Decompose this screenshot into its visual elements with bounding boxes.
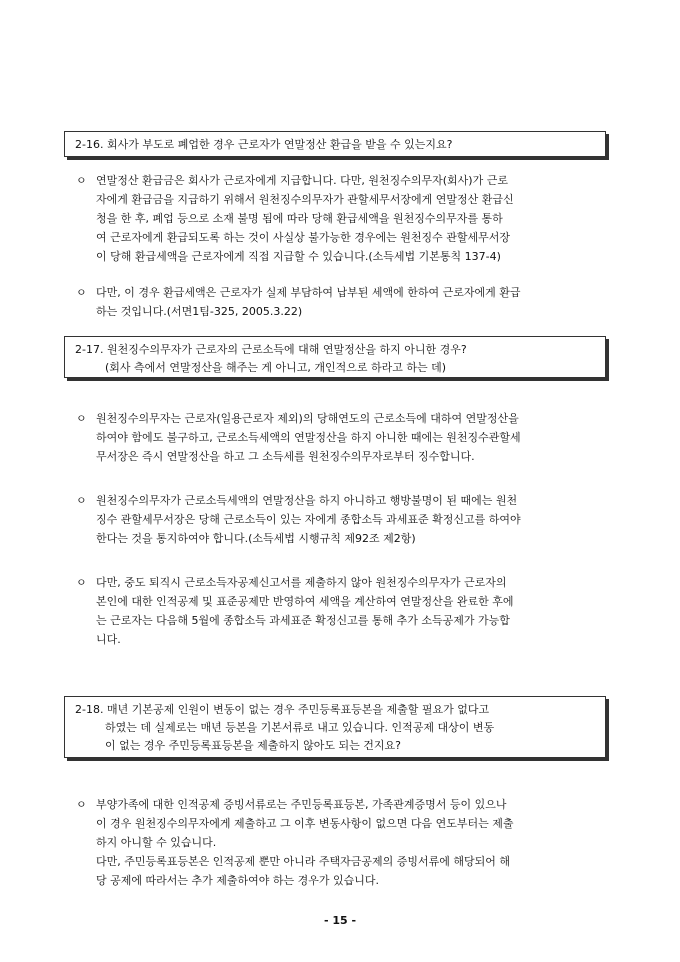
answer-line: 하여야 함에도 불구하고, 근로소득세액의 연말정산을 하지 아니한 때에는 원천징수관할세 (96, 431, 521, 444)
answer-line: 원천징수의무자는 근로자(일용근로자 제외)의 당해연도의 근로소득에 대하여 연말정산을 (96, 412, 519, 425)
question-text: 2-16. 회사가 부도로 폐업한 경우 근로자가 연말정산 환급을 받을 수 있는지요? (75, 138, 453, 151)
answer-line: 다만, 중도 퇴직시 근로소득자공제신고서를 제출하지 않아 원천징수의무자가 근로자의 (96, 576, 507, 589)
bullet-circle-icon: ㅇ (76, 798, 87, 811)
answer-line: 하지 아니할 수 있습니다. (96, 836, 217, 849)
question-box-2-16 (64, 131, 606, 157)
answer-line: 이 당해 환급세액을 근로자에게 직접 지급할 수 있습니다.(소득세법 기본통칙 137-4) (96, 250, 501, 263)
bullet-circle-icon: ㅇ (76, 576, 87, 589)
answer-line: 다만, 이 경우 환급세액은 근로자가 실제 부담하여 납부된 세액에 한하여 근로자에게 환급 (96, 286, 521, 299)
answer-line: 연말정산 환급금은 회사가 근로자에게 지급합니다. 다만, 원천징수의무자(회사)가 근로 (96, 174, 508, 187)
answer-paragraph (76, 409, 616, 466)
answer-line: 원천징수의무자가 근로소득세액의 연말정산을 하지 아니하고 행방불명이 된 때에는 원천 (96, 494, 518, 507)
answer-line: 부양가족에 대한 인적공제 증빙서류로는 주민등록표등본, 가족관계증명서 등이 있으나 (96, 798, 507, 811)
question-text: (회사 측에서 연말정산을 해주는 게 아니고, 개인적으로 하라고 하는 데) (105, 361, 447, 374)
answer-paragraph (76, 171, 616, 266)
answer-line: 한다는 것을 통지하여야 합니다.(소득세법 시행규칙 제92조 제2항) (96, 532, 416, 545)
answer-line: 이 경우 원천징수의무자에게 제출하고 그 이후 변동사항이 없으면 다음 연도부터는 제출 (96, 817, 514, 830)
question-text: 2-18. 매년 기본공제 인원이 변동이 없는 경우 주민등록표등본을 제출할 필요가 없다고 (75, 703, 490, 716)
answer-line: 징수 관할세무서장은 당해 근로소득이 있는 자에게 종합소득 과세표준 확정신고를 하여야 (96, 513, 521, 526)
answer-line: 무서장은 즉시 연말정산을 하고 그 소득세를 원천징수의무자로부터 징수합니다. (96, 450, 475, 463)
question-box-2-17 (64, 336, 606, 378)
question-box-2-18 (64, 696, 606, 758)
bullet-circle-icon: ㅇ (76, 412, 87, 425)
question-text: 하였는 데 실제로는 매년 등본을 기본서류로 내고 있습니다. 인적공제 대상이 변동 (105, 721, 495, 734)
answer-line: 하는 것입니다.(서면1팀-325, 2005.3.22) (96, 305, 303, 318)
answer-paragraph (76, 283, 616, 321)
answer-line: 는 근로자는 다음해 5월에 종합소득 과세표준 확정신고를 통해 추가 소득공제가 가능합 (96, 614, 510, 627)
answer-line: 니다. (96, 633, 121, 646)
answer-line: 여 근로자에게 환급되도록 하는 것이 사실상 불가능한 경우에는 원천징수 관할세무서장 (96, 231, 511, 244)
answer-line: 본인에 대한 인적공제 및 표준공제만 반영하여 세액을 계산하여 연말정산을 완료한 후에 (96, 595, 514, 608)
question-text: 2-17. 원천징수의무자가 근로자의 근로소득에 대해 연말정산을 하지 아니한 경우? (75, 343, 467, 356)
answer-line: 청을 한 후, 폐업 등으로 소재 불명 됨에 따라 당해 환급세액을 원천징수의무자를 통하 (96, 212, 503, 225)
answer-line: 자에게 환급금을 지급하기 위해서 원천징수의무자가 관할세무서장에게 연말정산 환급신 (96, 193, 514, 206)
answer-paragraph (76, 573, 616, 649)
answer-line: 다만, 주민등록표등본은 인적공제 뿐만 아니라 주택자금공제의 증빙서류에 해당되어 해 (96, 855, 511, 868)
bullet-circle-icon: ㅇ (76, 174, 87, 187)
bullet-circle-icon: ㅇ (76, 494, 87, 507)
page-number: - 15 - (323, 914, 357, 927)
answer-line: 당 공제에 따라서는 추가 제출하여야 하는 경우가 있습니다. (96, 874, 379, 887)
bullet-circle-icon: ㅇ (76, 286, 87, 299)
answer-paragraph (76, 795, 616, 890)
answer-paragraph (76, 491, 616, 548)
question-text: 이 없는 경우 주민등록표등본을 제출하지 않아도 되는 건지요? (105, 739, 401, 752)
